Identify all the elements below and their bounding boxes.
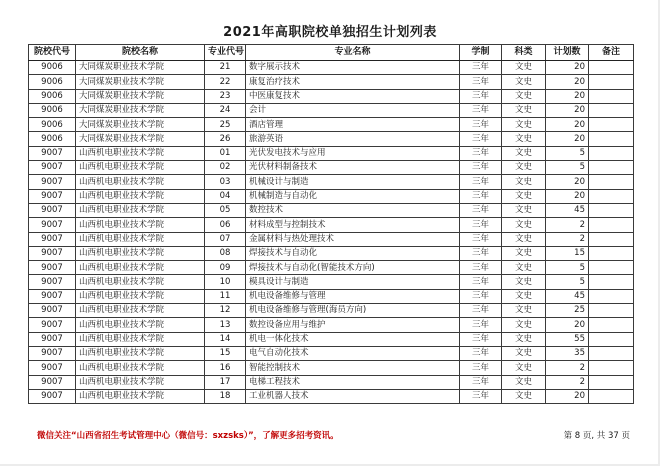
cell-category: 文史 [502,161,546,175]
cell-major-code: 24 [205,103,246,117]
wechat-notice: 微信关注“山西省招生考试管理中心（微信号：sxzsks）”，了解更多招考资讯。 [37,431,339,441]
cell-major-name: 智能控制技术 [246,361,460,375]
cell-college-name: 山西机电职业技术学院 [76,146,205,160]
cell-category: 文史 [502,304,546,318]
cell-college-code: 9007 [29,332,76,346]
cell-college-code: 9007 [29,389,76,403]
cell-major-name: 机电一体化技术 [246,332,460,346]
cell-category: 文史 [502,361,546,375]
cell-major-code: 16 [205,361,246,375]
table-row [29,146,634,160]
cell-category: 文史 [502,318,546,332]
cell-college-name: 山西机电职业技术学院 [76,346,205,360]
column-header-college-code: 院校代号 [29,45,76,61]
cell-college-code: 9006 [29,75,76,89]
cell-major-name: 会计 [246,103,460,117]
cell-category: 文史 [502,375,546,389]
cell-college-code: 9007 [29,232,76,246]
cell-major-name: 机电设备维修与管理 [246,289,460,303]
cell-college-code: 9007 [29,375,76,389]
cell-major-code: 08 [205,246,246,260]
table-row [29,375,634,389]
cell-college-code: 9006 [29,132,76,146]
cell-remark [589,103,634,117]
cell-major-name: 电气自动化技术 [246,346,460,360]
cell-remark [589,389,634,403]
cell-remark [589,175,634,189]
cell-plan-count: 45 [546,289,589,303]
cell-college-name: 山西机电职业技术学院 [76,289,205,303]
cell-duration: 三年 [460,261,502,275]
table-row [29,132,634,146]
cell-major-code: 26 [205,132,246,146]
table-row [29,203,634,217]
cell-plan-count: 20 [546,318,589,332]
cell-college-name: 山西机电职业技术学院 [76,175,205,189]
cell-remark [589,146,634,160]
cell-remark [589,261,634,275]
column-header-remark: 备注 [589,45,634,61]
cell-major-code: 15 [205,346,246,360]
cell-college-code: 9007 [29,189,76,203]
cell-major-name: 模具设计与制造 [246,275,460,289]
cell-duration: 三年 [460,289,502,303]
cell-major-code: 09 [205,261,246,275]
cell-major-name: 材料成型与控制技术 [246,218,460,232]
cell-duration: 三年 [460,361,502,375]
cell-college-code: 9007 [29,304,76,318]
cell-remark [589,203,634,217]
cell-duration: 三年 [460,132,502,146]
table-row [29,118,634,132]
column-header-category: 科类 [502,45,546,61]
cell-college-name: 大同煤炭职业技术学院 [76,75,205,89]
cell-major-code: 18 [205,389,246,403]
cell-remark [589,332,634,346]
cell-major-name: 数控技术 [246,203,460,217]
cell-plan-count: 20 [546,75,589,89]
cell-major-code: 13 [205,318,246,332]
table-row [29,261,634,275]
cell-major-code: 02 [205,161,246,175]
cell-remark [589,346,634,360]
cell-major-name: 光伏发电技术与应用 [246,146,460,160]
cell-college-name: 山西机电职业技术学院 [76,332,205,346]
cell-remark [589,75,634,89]
cell-duration: 三年 [460,332,502,346]
table-row [29,275,634,289]
cell-college-name: 山西机电职业技术学院 [76,189,205,203]
cell-remark [589,318,634,332]
cell-college-code: 9007 [29,318,76,332]
cell-major-name: 金属材料与热处理技术 [246,232,460,246]
cell-college-code: 9007 [29,146,76,160]
cell-college-code: 9007 [29,175,76,189]
table-row [29,232,634,246]
table-row [29,75,634,89]
cell-college-code: 9007 [29,275,76,289]
cell-category: 文史 [502,103,546,117]
cell-category: 文史 [502,346,546,360]
cell-plan-count: 5 [546,261,589,275]
cell-college-name: 山西机电职业技术学院 [76,275,205,289]
cell-college-name: 山西机电职业技术学院 [76,375,205,389]
cell-category: 文史 [502,175,546,189]
cell-college-name: 山西机电职业技术学院 [76,361,205,375]
page-number-info: 第 8 页, 共 37 页 [563,431,630,441]
cell-category: 文史 [502,232,546,246]
page-footer [28,429,630,441]
cell-major-code: 17 [205,375,246,389]
cell-major-name: 中医康复技术 [246,89,460,103]
cell-remark [589,118,634,132]
cell-major-name: 旅游英语 [246,132,460,146]
cell-category: 文史 [502,132,546,146]
cell-major-code: 03 [205,175,246,189]
cell-plan-count: 20 [546,132,589,146]
cell-remark [589,246,634,260]
cell-remark [589,132,634,146]
cell-duration: 三年 [460,118,502,132]
cell-college-code: 9007 [29,346,76,360]
cell-plan-count: 25 [546,304,589,318]
cell-plan-count: 2 [546,232,589,246]
cell-major-name: 机电设备维修与管理(海员方向) [246,304,460,318]
cell-remark [589,218,634,232]
table-row [29,246,634,260]
cell-duration: 三年 [460,189,502,203]
table-row [29,304,634,318]
cell-category: 文史 [502,146,546,160]
cell-duration: 三年 [460,275,502,289]
cell-college-name: 山西机电职业技术学院 [76,161,205,175]
cell-major-name: 焊接技术与自动化 [246,246,460,260]
cell-duration: 三年 [460,61,502,75]
cell-remark [589,304,634,318]
cell-remark [589,161,634,175]
cell-duration: 三年 [460,246,502,260]
cell-duration: 三年 [460,203,502,217]
cell-category: 文史 [502,332,546,346]
cell-college-name: 山西机电职业技术学院 [76,261,205,275]
cell-remark [589,375,634,389]
cell-plan-count: 5 [546,161,589,175]
cell-college-name: 大同煤炭职业技术学院 [76,132,205,146]
cell-duration: 三年 [460,389,502,403]
cell-category: 文史 [502,75,546,89]
column-header-college-name: 院校名称 [76,45,205,61]
cell-college-name: 山西机电职业技术学院 [76,232,205,246]
table-row [29,161,634,175]
cell-major-name: 电梯工程技术 [246,375,460,389]
cell-remark [589,289,634,303]
cell-duration: 三年 [460,75,502,89]
cell-major-code: 12 [205,304,246,318]
cell-category: 文史 [502,389,546,403]
cell-college-code: 9007 [29,218,76,232]
cell-major-name: 焊接技术与自动化(智能技术方向) [246,261,460,275]
table-row [29,61,634,75]
cell-category: 文史 [502,275,546,289]
table-row [29,389,634,403]
cell-college-code: 9007 [29,361,76,375]
cell-category: 文史 [502,203,546,217]
table-row [29,318,634,332]
cell-college-name: 山西机电职业技术学院 [76,203,205,217]
column-header-major-name: 专业名称 [246,45,460,61]
table-row [29,103,634,117]
cell-duration: 三年 [460,103,502,117]
cell-major-name: 工业机器人技术 [246,389,460,403]
cell-remark [589,232,634,246]
cell-plan-count: 20 [546,118,589,132]
cell-plan-count: 15 [546,246,589,260]
cell-major-name: 康复治疗技术 [246,75,460,89]
cell-major-name: 数控设备应用与维护 [246,318,460,332]
cell-plan-count: 2 [546,375,589,389]
cell-plan-count: 20 [546,189,589,203]
cell-major-code: 11 [205,289,246,303]
table-row [29,89,634,103]
cell-plan-count: 5 [546,275,589,289]
cell-category: 文史 [502,118,546,132]
enrollment-table [28,44,634,404]
cell-duration: 三年 [460,232,502,246]
cell-duration: 三年 [460,304,502,318]
page-title: 2021年高职院校单独招生计划列表 [223,25,437,40]
table-row [29,289,634,303]
cell-category: 文史 [502,218,546,232]
table-header-row [29,45,634,61]
cell-college-code: 9007 [29,246,76,260]
cell-college-name: 山西机电职业技术学院 [76,318,205,332]
cell-plan-count: 35 [546,346,589,360]
cell-college-code: 9006 [29,103,76,117]
cell-major-code: 10 [205,275,246,289]
cell-category: 文史 [502,246,546,260]
cell-college-code: 9007 [29,261,76,275]
cell-college-code: 9007 [29,289,76,303]
cell-college-code: 9007 [29,203,76,217]
cell-college-code: 9006 [29,118,76,132]
cell-major-name: 光伏材料制备技术 [246,161,460,175]
cell-duration: 三年 [460,146,502,160]
cell-plan-count: 20 [546,175,589,189]
cell-college-name: 山西机电职业技术学院 [76,218,205,232]
table-row [29,332,634,346]
cell-plan-count: 2 [546,218,589,232]
cell-plan-count: 45 [546,203,589,217]
table-row [29,361,634,375]
cell-duration: 三年 [460,318,502,332]
cell-remark [589,61,634,75]
cell-major-code: 25 [205,118,246,132]
cell-college-name: 大同煤炭职业技术学院 [76,61,205,75]
cell-plan-count: 20 [546,103,589,117]
cell-category: 文史 [502,261,546,275]
table-body [29,61,634,404]
table-row [29,189,634,203]
table-row [29,175,634,189]
cell-college-code: 9006 [29,61,76,75]
cell-remark [589,361,634,375]
cell-plan-count: 20 [546,389,589,403]
cell-duration: 三年 [460,346,502,360]
column-header-major-code: 专业代号 [205,45,246,61]
cell-major-code: 04 [205,189,246,203]
cell-college-name: 大同煤炭职业技术学院 [76,89,205,103]
cell-duration: 三年 [460,161,502,175]
cell-major-code: 05 [205,203,246,217]
cell-major-code: 22 [205,75,246,89]
cell-major-name: 酒店管理 [246,118,460,132]
cell-major-code: 01 [205,146,246,160]
cell-plan-count: 55 [546,332,589,346]
cell-major-code: 14 [205,332,246,346]
table-row [29,218,634,232]
cell-college-name: 山西机电职业技术学院 [76,304,205,318]
cell-major-code: 23 [205,89,246,103]
column-header-duration: 学制 [460,45,502,61]
cell-remark [589,275,634,289]
cell-major-code: 07 [205,232,246,246]
cell-college-name: 山西机电职业技术学院 [76,246,205,260]
cell-plan-count: 5 [546,146,589,160]
cell-college-name: 大同煤炭职业技术学院 [76,103,205,117]
cell-major-name: 机械设计与制造 [246,175,460,189]
cell-duration: 三年 [460,175,502,189]
cell-college-code: 9007 [29,161,76,175]
cell-duration: 三年 [460,218,502,232]
cell-category: 文史 [502,189,546,203]
cell-category: 文史 [502,61,546,75]
cell-college-name: 大同煤炭职业技术学院 [76,118,205,132]
cell-major-code: 21 [205,61,246,75]
cell-category: 文史 [502,289,546,303]
cell-category: 文史 [502,89,546,103]
cell-duration: 三年 [460,375,502,389]
cell-major-code: 06 [205,218,246,232]
table-row [29,346,634,360]
cell-plan-count: 20 [546,61,589,75]
cell-major-name: 机械制造与自动化 [246,189,460,203]
cell-duration: 三年 [460,89,502,103]
column-header-plan-count: 计划数 [546,45,589,61]
cell-remark [589,189,634,203]
cell-college-code: 9006 [29,89,76,103]
cell-plan-count: 20 [546,89,589,103]
cell-plan-count: 2 [546,361,589,375]
cell-remark [589,89,634,103]
cell-college-name: 山西机电职业技术学院 [76,389,205,403]
cell-major-name: 数字展示技术 [246,61,460,75]
